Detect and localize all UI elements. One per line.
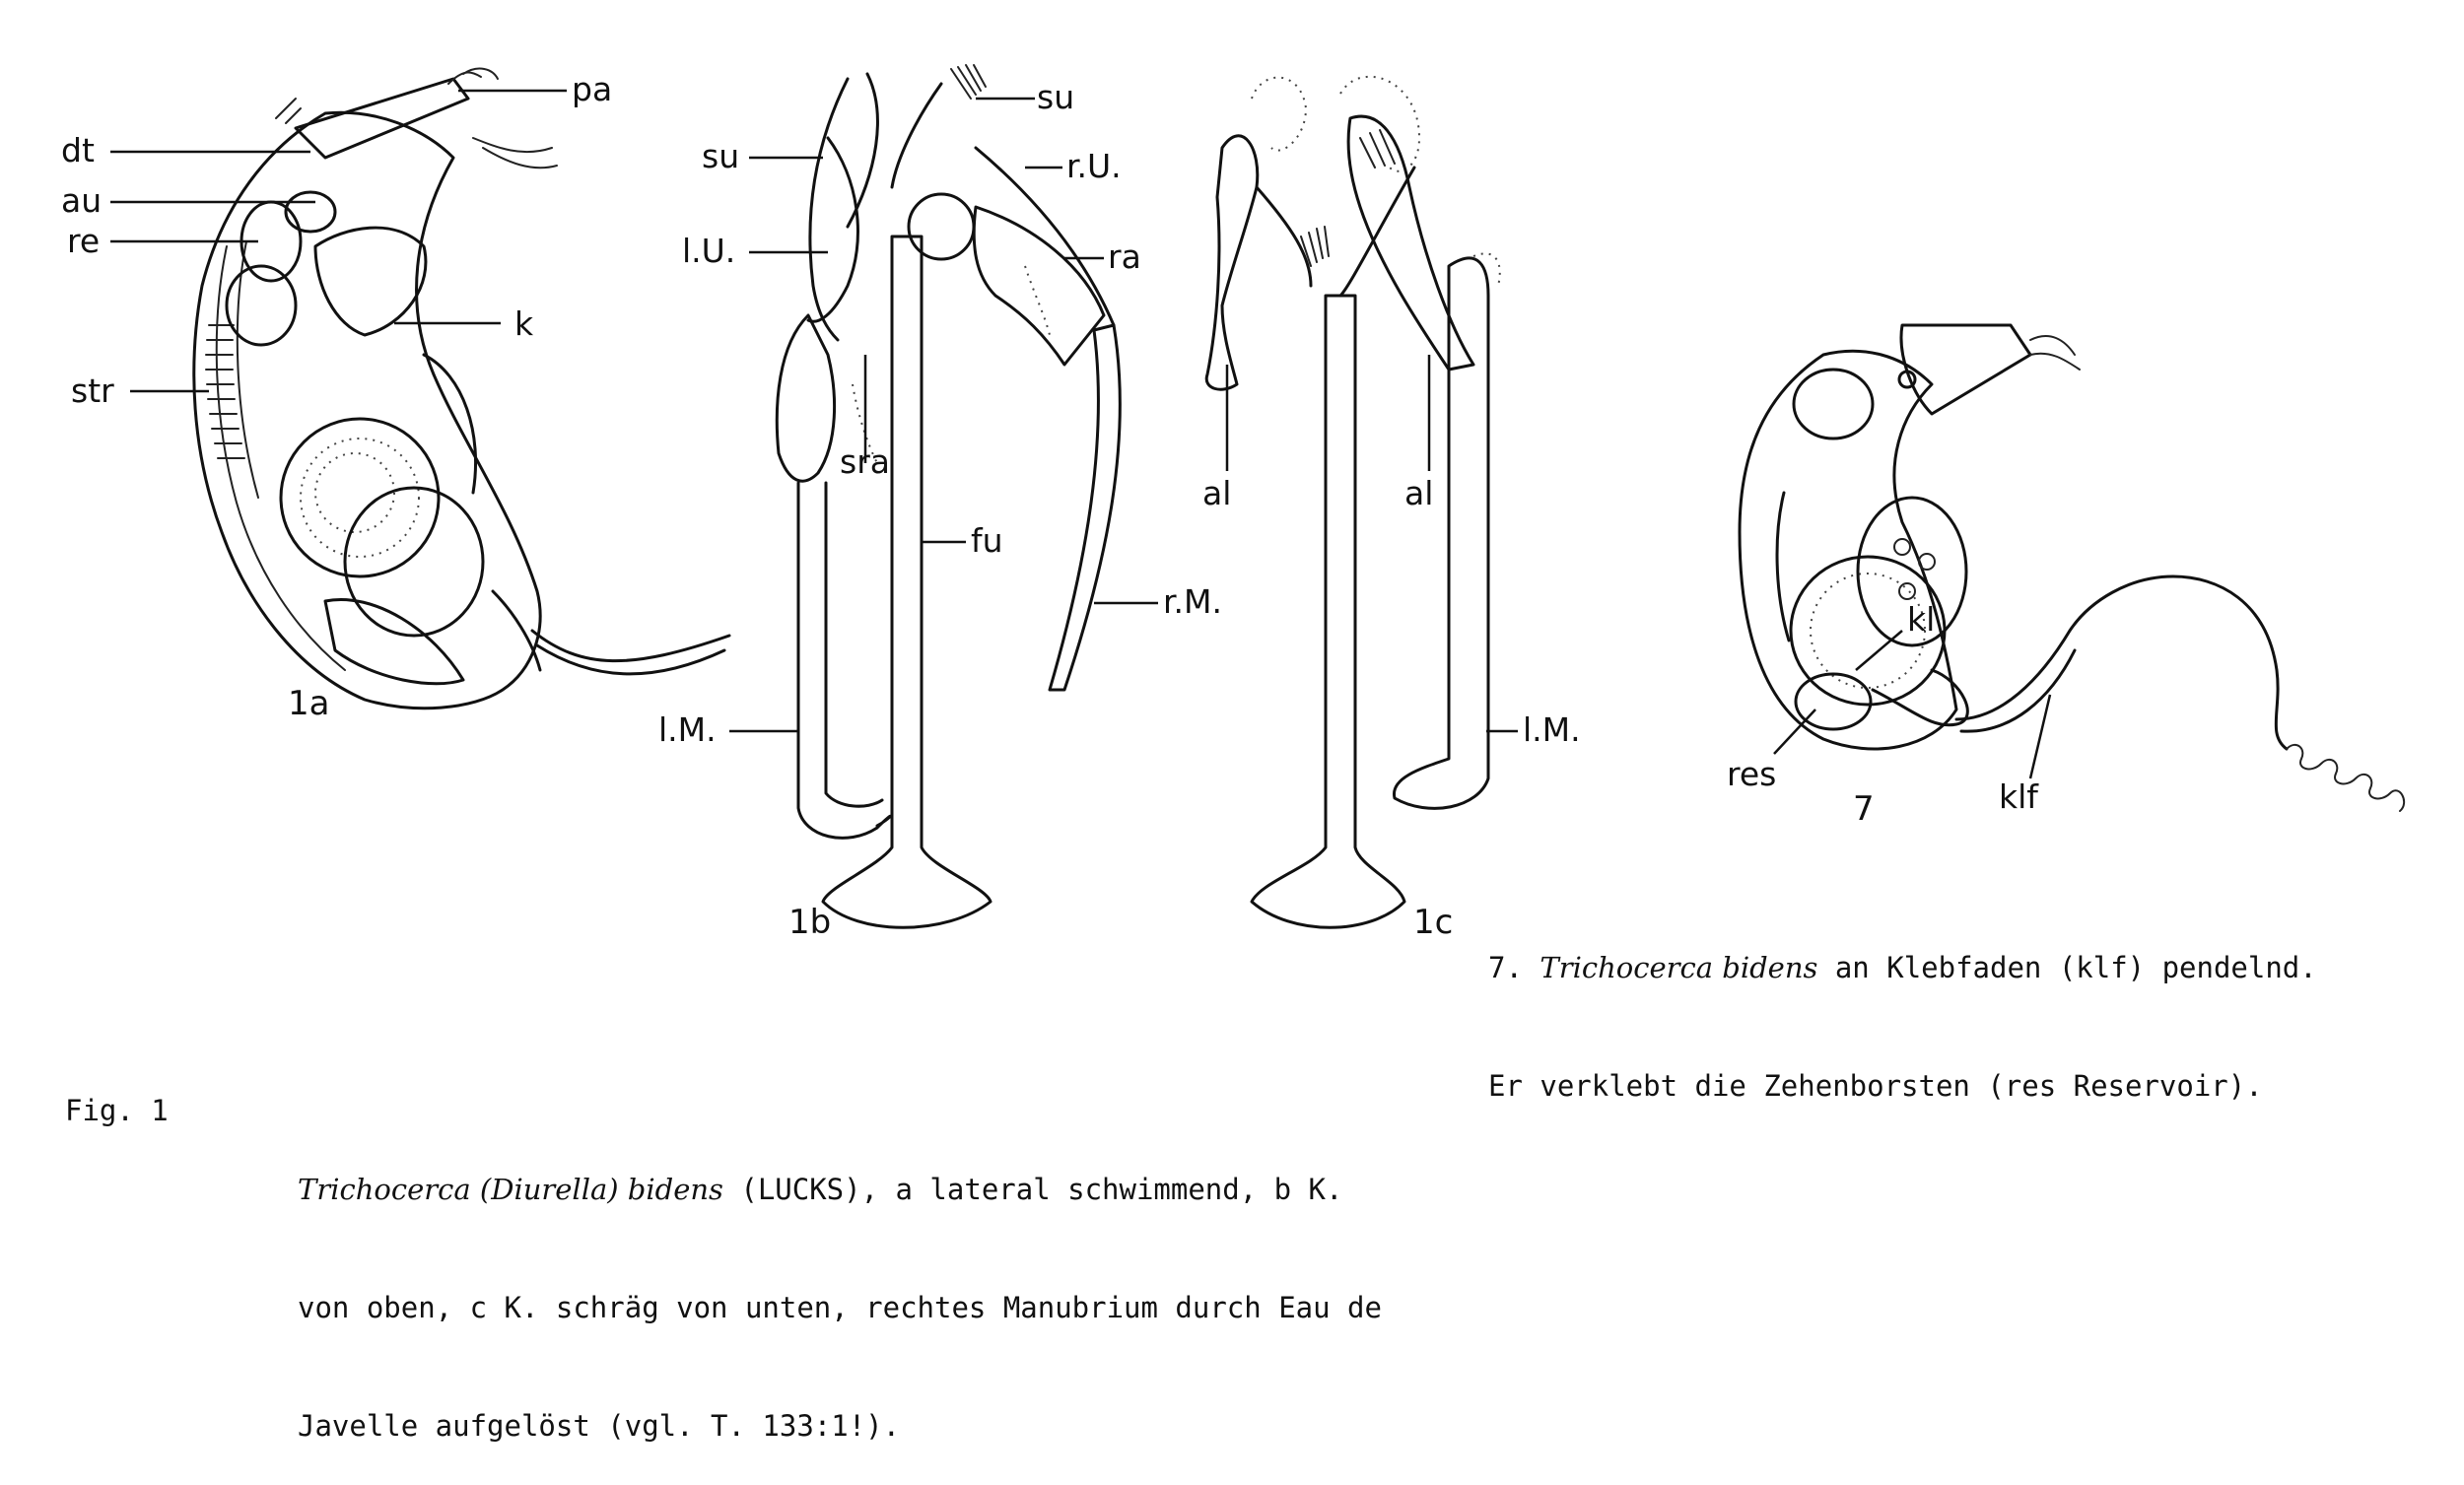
label-sra: sra <box>840 442 890 481</box>
leader-lines-1c <box>1227 355 1518 731</box>
label-lM-1b: l.M. <box>658 710 717 749</box>
label-k: k <box>514 304 534 343</box>
caption-figure-7 <box>1488 869 2317 1145</box>
leader-lines-1a <box>110 91 567 391</box>
label-kl: kl <box>1907 600 1936 639</box>
caption-7-line-2: Er verklebt die Zehenborsten (res Reservoir). <box>1488 1069 2263 1103</box>
caption-1-line-2: von oben, c K. schräg von unten, rechtes Manubrium durch Eau de <box>298 1291 1382 1324</box>
label-lM-1c: l.M. <box>1523 710 1581 749</box>
label-ra: ra <box>1108 237 1141 276</box>
panel-label-7: 7 <box>1853 789 1875 829</box>
caption-1-line-3: Javelle aufgelöst (vgl. T. 133:1!). <box>298 1409 901 1443</box>
caption-7-line-1: 7. Trichocerca bidens an Klebfaden (klf) pendelnd. <box>1488 951 2317 984</box>
leader-lines-7 <box>1774 631 2050 778</box>
label-su-top: su <box>1037 78 1075 116</box>
label-res: res <box>1727 755 1777 793</box>
figure-1c-mastax <box>1206 77 1500 927</box>
figure-1b-mastax <box>777 65 1120 927</box>
caption-1-species: Trichocerca (Diurella) bidens <box>298 1173 723 1206</box>
caption-figure-1-label: Fig. 1 <box>65 1094 169 1127</box>
label-fu: fu <box>971 521 1003 560</box>
label-str: str <box>71 371 114 410</box>
figure-7-animal <box>1740 325 2404 811</box>
label-lU: l.U. <box>682 232 736 270</box>
label-su-left: su <box>702 137 740 175</box>
label-au: au <box>61 181 103 220</box>
label-klf: klf <box>1999 777 2038 816</box>
caption-7-species: Trichocerca bidens <box>1540 951 1818 984</box>
panel-label-1c: 1c <box>1413 903 1454 942</box>
label-rM: r.M. <box>1163 582 1222 621</box>
label-rU: r.U. <box>1066 147 1122 185</box>
label-al-left: al <box>1202 474 1232 512</box>
label-re: re <box>67 222 101 260</box>
panel-label-1b: 1b <box>788 903 832 942</box>
label-al-right: al <box>1404 474 1434 512</box>
label-dt: dt <box>61 131 95 169</box>
caption-1-line-1: Trichocerca (Diurella) bidens (LUCKS), a lateral schwimmend, b K. <box>298 1173 1343 1206</box>
caption-figure-1 <box>298 1091 1382 1485</box>
panel-label-1a: 1a <box>288 684 330 723</box>
label-pa: pa <box>572 70 613 108</box>
figure-1a-animal <box>194 69 729 709</box>
